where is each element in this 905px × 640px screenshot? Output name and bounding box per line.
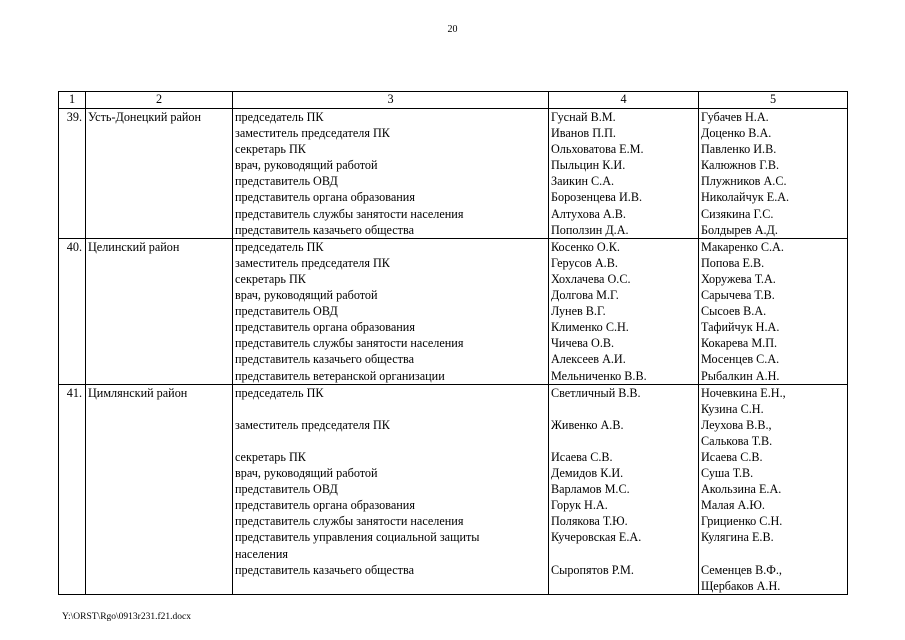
- cell-line: представитель органа образования: [235, 320, 415, 335]
- cell-line: заместитель председателя ПК: [235, 126, 390, 141]
- cell-line: Суша Т.В.: [701, 466, 754, 481]
- cell-line: Исаева С.В.: [551, 449, 613, 464]
- cell-line: [235, 433, 546, 449]
- cell-line: представитель управления социальной защиты: [235, 530, 480, 545]
- table-header-row: [59, 92, 848, 109]
- cell-line: Грициенко С.Н.: [701, 514, 783, 529]
- member-list: [549, 109, 699, 239]
- cell-line: Губачев Н.А.: [701, 110, 769, 124]
- member-list: [549, 384, 699, 594]
- table-row: [59, 384, 848, 594]
- cell-line: Живенко А.В.: [551, 417, 624, 432]
- cell-line: [551, 546, 696, 562]
- cell-line: Рыбалкин А.Н.: [701, 368, 780, 383]
- cell-line: Горук Н.А.: [551, 498, 608, 513]
- cell-line: Гуснай В.М.: [551, 110, 616, 124]
- cell-line: Болдырев А.Д.: [701, 222, 778, 237]
- cell-line: представитель органа образования: [235, 498, 415, 513]
- cell-line: Мельниченко В.В.: [551, 368, 647, 383]
- cell-line: Клименко С.Н.: [551, 320, 629, 335]
- cell-line: секретарь ПК: [235, 449, 306, 464]
- district-name: Цимлянский район: [86, 384, 233, 594]
- cell-line: Косенко О.К.: [551, 239, 620, 254]
- cell-line: врач, руководящий работой: [235, 288, 378, 303]
- cell-line: представитель казачьего общества: [235, 222, 415, 237]
- cell-line: Демидов К.И.: [551, 466, 624, 481]
- cell-line: представитель казачьего общества: [235, 352, 415, 367]
- cell-line: секретарь ПК: [235, 271, 306, 286]
- cell-line: Щербаков А.Н.: [701, 578, 781, 593]
- cell-line: Заикин С.А.: [551, 174, 615, 189]
- cell-line: Варламов М.С.: [551, 482, 630, 497]
- cell-line: Николайчук Е.А.: [701, 190, 790, 205]
- cell-line: Мосенцев С.А.: [701, 352, 780, 367]
- cell-line: Исаева С.В.: [701, 449, 763, 464]
- cell-line: Ночевкина Е.Н.,: [701, 385, 786, 400]
- reserve-list: [699, 384, 848, 594]
- file-path-footer: Y:\ORST\Rgo\0913r231.f21.docx: [62, 612, 191, 622]
- cell-line: Светличный В.В.: [551, 385, 641, 400]
- cell-line: Макаренко С.А.: [701, 239, 784, 254]
- cell-line: Герусов А.В.: [551, 255, 618, 270]
- cell-line: Акользина Е.А.: [701, 482, 782, 497]
- table-row: [59, 109, 848, 239]
- cell-line: Лунев В.Г.: [551, 304, 606, 319]
- cell-line: Кузина С.Н.: [701, 401, 764, 416]
- column-header-2: 2: [86, 92, 233, 109]
- cell-line: Салькова Т.В.: [701, 433, 773, 448]
- row-number: 40.: [59, 238, 86, 384]
- commission-table: [58, 91, 848, 595]
- cell-line: заместитель председателя ПК: [235, 417, 390, 432]
- cell-line: представитель ОВД: [235, 174, 338, 189]
- district-name: Целинский район: [86, 238, 233, 384]
- cell-line: [551, 401, 696, 417]
- cell-line: Сизякина Г.С.: [701, 206, 774, 221]
- cell-line: Поползин Д.А.: [551, 222, 629, 237]
- cell-line: Сысоев В.А.: [701, 304, 767, 319]
- cell-line: Тафийчук Н.А.: [701, 320, 780, 335]
- cell-line: председатель ПК: [235, 385, 324, 400]
- cell-line: врач, руководящий работой: [235, 466, 378, 481]
- column-header-5: 5: [699, 92, 848, 109]
- cell-line: Ольховатова Е.М.: [551, 142, 644, 157]
- cell-line: Хоружева Т.А.: [701, 271, 776, 286]
- cell-line: Долгова М.Г.: [551, 288, 619, 303]
- cell-line: Кулягина Е.В.: [701, 530, 774, 545]
- position-list: [233, 109, 549, 239]
- cell-line: Пыльцин К.И.: [551, 158, 626, 173]
- cell-line: Доценко В.А.: [701, 126, 772, 141]
- cell-line: Иванов П.П.: [551, 126, 616, 141]
- cell-line: [701, 546, 845, 562]
- cell-line: Попова Е.В.: [701, 255, 765, 270]
- cell-line: представитель казачьего общества: [235, 562, 415, 577]
- cell-line: врач, руководящий работой: [235, 158, 378, 173]
- reserve-list: [699, 238, 848, 384]
- row-number: 39.: [59, 109, 86, 239]
- cell-line: представитель ОВД: [235, 482, 338, 497]
- cell-line: Кокарева М.П.: [701, 336, 778, 351]
- cell-line: Борозенцева И.В.: [551, 190, 643, 205]
- cell-line: Алтухова А.В.: [551, 206, 626, 221]
- column-header-4: 4: [549, 92, 699, 109]
- cell-line: представитель ОВД: [235, 304, 338, 319]
- cell-line: представитель службы занятости населения: [235, 206, 464, 221]
- cell-line: председатель ПК: [235, 110, 324, 124]
- cell-line: Чичева О.В.: [551, 336, 615, 351]
- cell-line: [235, 578, 546, 594]
- cell-line: представитель службы занятости населения: [235, 336, 464, 351]
- cell-line: населения: [235, 546, 289, 561]
- cell-line: Малая А.Ю.: [701, 498, 765, 513]
- page-number: 20: [447, 24, 458, 35]
- member-list: [549, 238, 699, 384]
- cell-line: председатель ПК: [235, 239, 324, 254]
- cell-line: Павленко И.В.: [701, 142, 777, 157]
- row-number: 41.: [59, 384, 86, 594]
- cell-line: Сарычева Т.В.: [701, 288, 775, 303]
- cell-line: секретарь ПК: [235, 142, 306, 157]
- cell-line: Кучеровская Е.А.: [551, 530, 642, 545]
- cell-line: представитель службы занятости населения: [235, 514, 464, 529]
- district-name: Усть-Донецкий район: [86, 109, 233, 239]
- column-header-1: 1: [59, 92, 86, 109]
- cell-line: Леухова В.В.,: [701, 417, 772, 432]
- cell-line: Полякова Т.Ю.: [551, 514, 628, 529]
- cell-line: [551, 578, 696, 594]
- cell-line: Плужников А.С.: [701, 174, 787, 189]
- position-list: [233, 384, 549, 594]
- cell-line: заместитель председателя ПК: [235, 255, 390, 270]
- reserve-list: [699, 109, 848, 239]
- column-header-3: 3: [233, 92, 549, 109]
- cell-line: Семенцев В.Ф.,: [701, 562, 782, 577]
- cell-line: Сыропятов Р.М.: [551, 562, 634, 577]
- position-list: [233, 238, 549, 384]
- cell-line: представитель органа образования: [235, 190, 415, 205]
- table-row: [59, 238, 848, 384]
- cell-line: Хохлачева О.С.: [551, 271, 631, 286]
- cell-line: Калюжнов Г.В.: [701, 158, 780, 173]
- cell-line: Алексеев А.И.: [551, 352, 626, 367]
- cell-line: [551, 433, 696, 449]
- cell-line: [235, 401, 546, 417]
- cell-line: представитель ветеранской организации: [235, 368, 445, 383]
